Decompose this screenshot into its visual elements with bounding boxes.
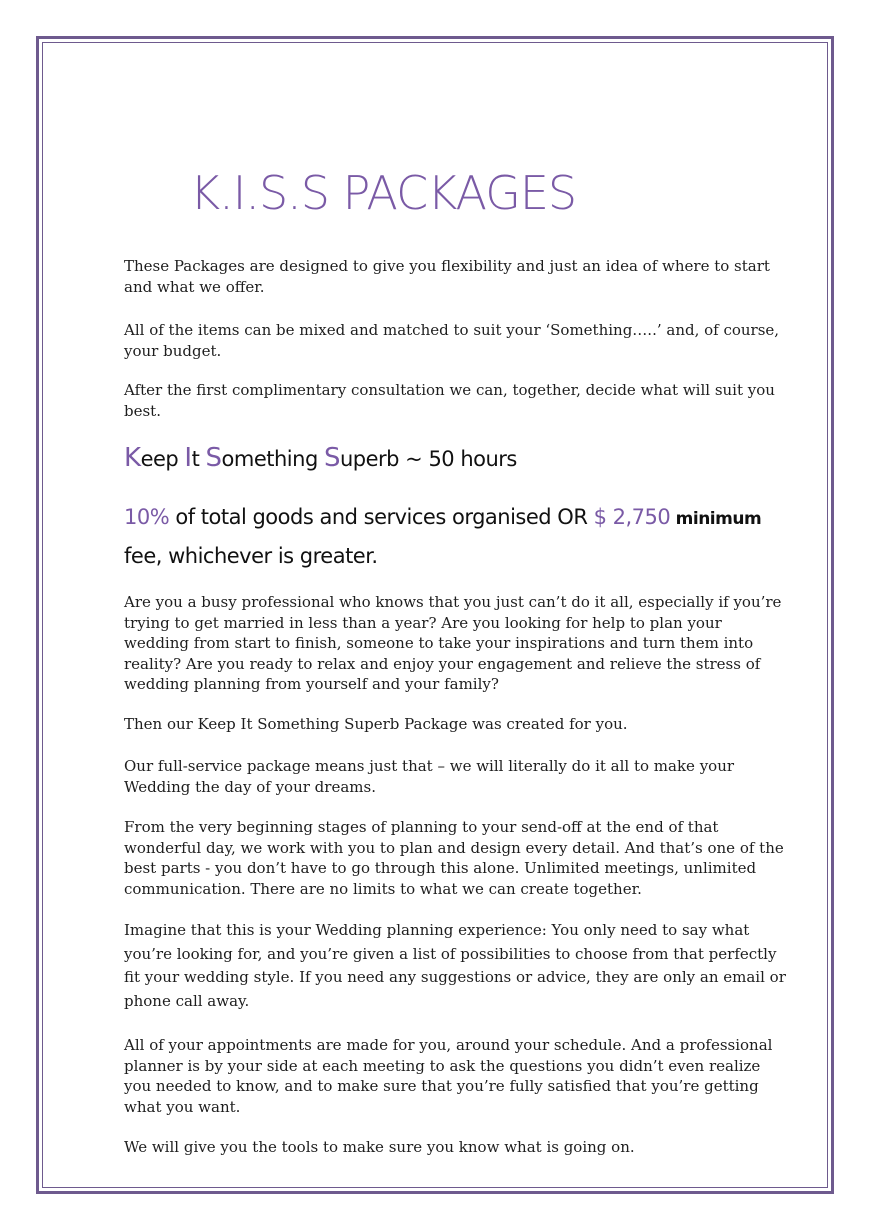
body-paragraph-5: Imagine that this is your Wedding planning experience: You only need to say what you’re looking for, and you’re given a list of possibilities to choose from that perfectly fit your wedding style. If you need any suggestions or advice, they are only an email or phone call away. — [124, 921, 786, 1010]
body-paragraph-6: All of your appointments are made for you, around your schedule. And a professional planner is by your side at each meeting to ask the questions you didn’t even realize you needed to know, and to make sure that you’re fully satisfied that you’re getting what you want. — [124, 1036, 773, 1116]
body-paragraph-4: From the very beginning stages of planning to your send-off at the end of that wonderful day, we work with you to plan and design every detail. And that’s one of the best parts - you don’t have to go through this alone. Unlimited meetings, unlimited communication. There are no limits to what we can create together. — [124, 818, 784, 898]
intro-paragraph-1: These Packages are designed to give you flexibility and just an idea of where to start and what we offer. — [124, 257, 770, 296]
body-paragraph-7: We will give you the tools to make sure you know what is going on. — [124, 1138, 635, 1156]
intro-paragraph-2: All of the items can be mixed and matched to suit your ‘Something…..’ and, of course, your budget. — [124, 321, 780, 360]
intro-paragraph-3: After the first complimentary consultation we can, together, decide what will suit you best. — [124, 381, 775, 420]
body-paragraph-1: Are you a busy professional who knows that you just can’t do it all, especially if you’re trying to get married in less than a year? Are you looking for help to plan your wedding from start to finish, someone to take your inspirations and turn them into reality? Are you ready to relax and enjoy your engagement and relieve the stress of wedding planning from yourself and your family? — [124, 593, 782, 693]
package-heading: Keep It Something Superb ~ 50 hours — [124, 443, 517, 473]
page-title: K.I.S.S PACKAGES — [190, 166, 577, 220]
body-paragraph-2: Then our Keep It Something Superb Package was created for you. — [124, 715, 628, 733]
fee-heading: 10% of total goods and services organised OR $ 2,750 minimum fee, whichever is greater. — [124, 505, 762, 568]
body-paragraph-3: Our full-service package means just that – we will literally do it all to make your Wedding the day of your dreams. — [124, 757, 735, 796]
